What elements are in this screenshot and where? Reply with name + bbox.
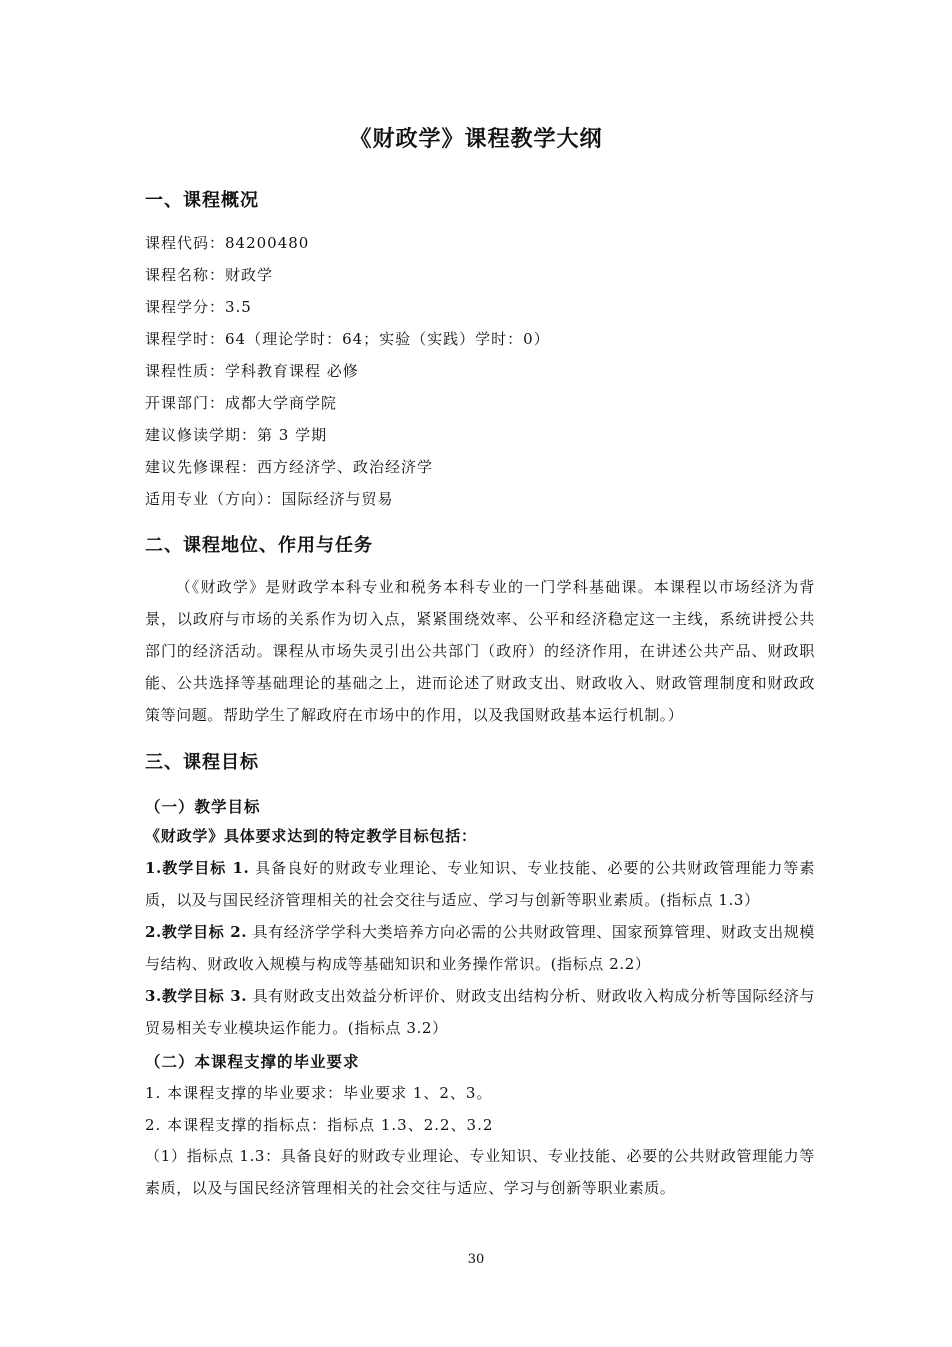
prerequisite-line: 建议先修课程：西方经济学、政治经济学 [145,458,434,476]
role-paragraph [145,571,815,731]
subsection-heading-graduation-requirements: （二）本课程支撑的毕业要求 [145,1052,360,1071]
teaching-goal-1-text: 具备良好的财政专业理论、专业知识、专业技能、必要的公共财政管理能力等素质，以及与国民经济管理相关的社会交往与适应、学习与创新等职业素质。(指标点 1.3） [145,859,815,909]
teaching-goal-3-text: 具有财政支出效益分析评价、财政支出结构分析、财政收入构成分析等国际经济与贸易相关专业模块运作能力。(指标点 3.2） [145,987,815,1037]
graduation-requirement-line: 1. 本课程支撑的毕业要求：毕业要求 1、2、3。 [145,1084,493,1102]
teaching-goal-3 [145,980,815,1044]
teaching-goal-1 [145,852,815,916]
subsection-heading-teaching-goals: （一）教学目标 [145,797,261,816]
course-name-line: 课程名称：财政学 [145,266,274,284]
course-nature-line: 课程性质：学科教育课程 必修 [145,362,359,380]
role-paragraph-text: （《财政学》是财政学本科专业和税务本科专业的一门学科基础课。本课程以市场经济为背景，以政府与市场的关系作为切入点，紧紧围绕效率、公平和经济稳定这一主线，系统讲授公共部门的经济活动。课程从市场失灵引出公共部门（政府）的经济作用，在讲述公共产品、财政职能、公共选择等基础理论的基础之上，进而论述了财政支出、财政收入、财政管理制度和财政政策等问题。帮助学生了解政府在市场中的作用，以及我国财政基本运行机制。） [145,578,815,724]
teaching-goal-2-text: 具有经济学学科大类培养方向必需的公共财政管理、国家预算管理、财政支出规模与结构、财政收入规模与构成等基础知识和业务操作常识。(指标点 2.2） [145,923,815,973]
semester-line: 建议修读学期：第 3 学期 [145,426,328,444]
page-number: 30 [467,1252,485,1267]
course-credit-line: 课程学分：3.5 [145,298,252,316]
indicator-1-3-paragraph: （1）指标点 1.3：具备良好的财政专业理论、专业知识、专业技能、必要的公共财政管理能力等素质，以及与国民经济管理相关的社会交往与适应、学习与创新等职业素质。 [145,1147,815,1197]
teaching-goals-lead: 《财政学》具体要求达到的特定教学目标包括： [145,827,477,845]
document-title: 《财政学》课程教学大纲 [349,126,603,152]
teaching-goal-1-label: 1.教学目标 1. [145,859,250,877]
section-heading-objectives: 三、课程目标 [145,752,259,773]
indicator-point-line: 2. 本课程支撑的指标点：指标点 1.3、2.2、3.2 [145,1116,494,1134]
course-hours-line: 课程学时：64（理论学时：64；实验（实践）学时：0） [145,330,550,348]
teaching-goal-2-label: 2.教学目标 2. [145,923,248,941]
department-line: 开课部门：成都大学商学院 [145,394,338,412]
course-code-line: 课程代码：84200480 [145,234,310,252]
section-heading-role: 二、课程地位、作用与任务 [145,535,373,556]
teaching-goal-3-label: 3.教学目标 3. [145,987,248,1005]
teaching-goal-2 [145,916,815,980]
section-heading-overview: 一、课程概况 [145,190,259,211]
major-line: 适用专业（方向）：国际经济与贸易 [145,490,394,508]
